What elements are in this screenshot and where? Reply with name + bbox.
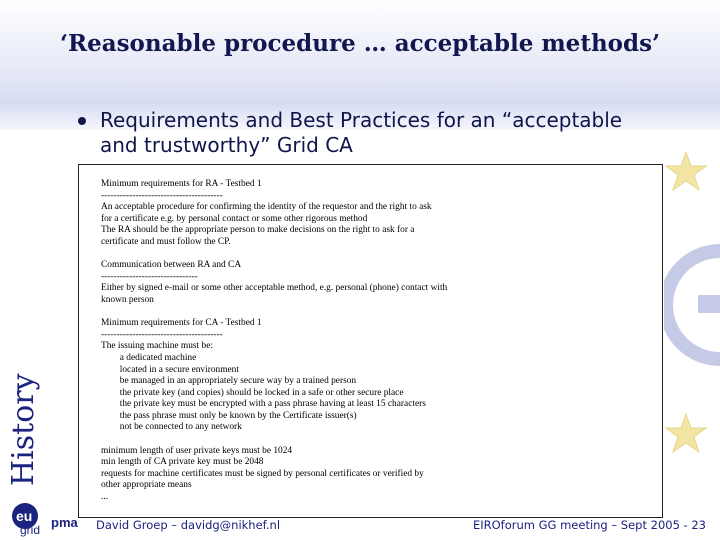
document-line: a dedicated machine	[119, 352, 197, 363]
logo-text-eu: eu	[16, 508, 33, 524]
document-line: located in a secure environment	[119, 364, 239, 375]
document-line: not be connected to any network	[119, 422, 242, 433]
footer-event: EIROforum GG meeting – Sept 2005 - 23	[472, 518, 706, 532]
document-line: ---------------------------------------	[101, 329, 223, 340]
bullet-dot-icon	[78, 117, 86, 125]
side-label-history: History	[6, 373, 41, 486]
document-line: certificate and must follow the CP.	[101, 236, 231, 247]
star-icon	[666, 152, 706, 190]
slide-title: ‘Reasonable procedure … acceptable methods’	[59, 30, 661, 57]
document-line: Either by signed e-mail or some other acceptable method, e.g. personal (phone) contact with	[101, 283, 448, 294]
logo-text-pma: pma	[51, 515, 78, 530]
document-line: other appropriate means	[101, 480, 192, 491]
document-line: known person	[101, 294, 154, 305]
document-line: Communication between RA and CA	[101, 260, 242, 271]
ring-bar-decoration	[698, 295, 720, 313]
document-line: the private key (and copies) should be locked in a safe or other secure place	[119, 387, 404, 398]
document-line: for a certificate e.g. by personal contact or some other rigorous method	[101, 213, 368, 224]
document-line: be managed in an appropriately secure way by a trained person	[119, 376, 357, 387]
document-line: min length of CA private key must be 2048	[101, 457, 264, 468]
document-line: ---------------------------------------	[101, 190, 223, 201]
document-excerpt	[78, 164, 663, 518]
document-line: the pass phrase must only be known by the Certificate issuer(s)	[119, 410, 357, 421]
document-line: Minimum requirements for RA - Testbed 1	[101, 179, 262, 189]
document-line: requests for machine certificates must be signed by personal certificates or verified by	[101, 468, 424, 479]
bullet-text: Requirements and Best Practices for an “acceptable and trustworthy” Grid CA	[100, 108, 623, 157]
document-line: The RA should be the appropriate person to make decisions on the right to ask for a	[101, 225, 415, 236]
document-text	[79, 165, 662, 504]
eugridpma-logo	[4, 496, 92, 540]
document-line: minimum length of user private keys must be 1024	[101, 445, 293, 456]
document-line: the private key must be encrypted with a pass phrase having at least 15 characters	[119, 399, 426, 410]
document-line: ...	[101, 492, 109, 503]
logo-text-grid: grid	[20, 523, 41, 537]
bullet-item	[78, 108, 638, 158]
footer-author: David Groep – davidg@nikhef.nl	[96, 518, 281, 532]
star-icon	[666, 414, 706, 452]
document-line: -------------------------------	[101, 271, 198, 282]
document-line: Minimum requirements for CA - Testbed 1	[101, 318, 262, 329]
eu-stars-decoration	[664, 150, 720, 490]
document-line: The issuing machine must be:	[101, 341, 213, 352]
document-line: An acceptable procedure for confirming the identity of the requestor and the right to ask	[101, 202, 432, 213]
